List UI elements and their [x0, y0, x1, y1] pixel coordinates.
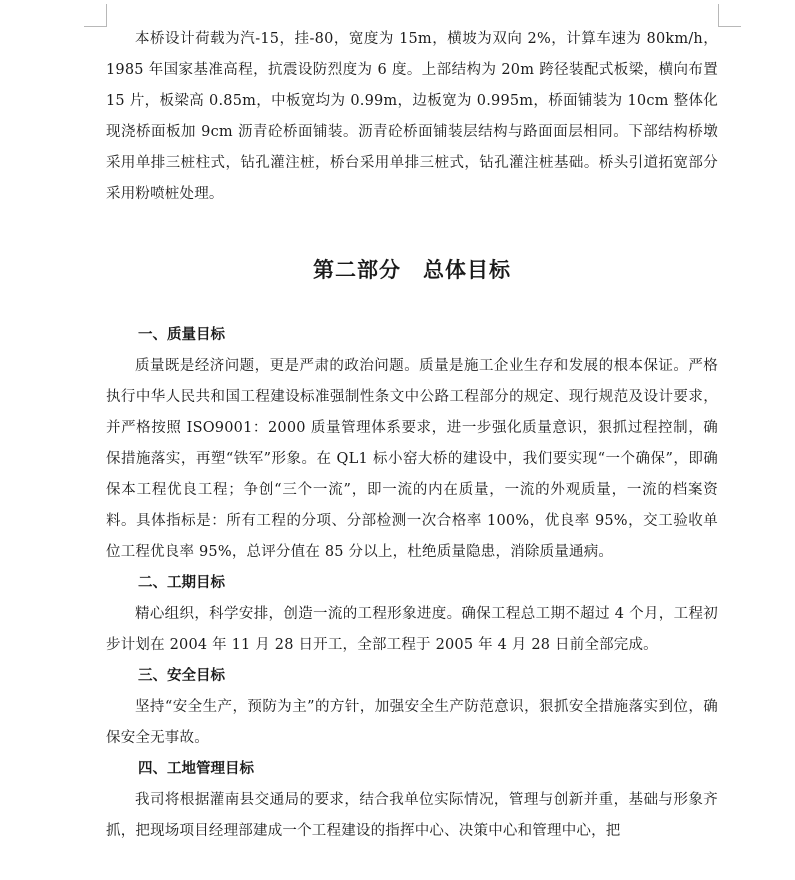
section-heading-site-management: 四、工地管理目标	[138, 761, 254, 777]
section-heading-schedule: 二、工期目标	[138, 575, 225, 591]
section-body-site-management: 我司将根据灌南县交通局的要求，结合我单位实际情况，管理与创新并重，基础与形象齐抓，把现场项目经理部建成一个工程建设的指挥中心、决策中心和管理中心，把	[106, 792, 718, 839]
section-body-safety: 坚持“安全生产，预防为主”的方针，加强安全生产防范意识，狠抓安全措施落实到位，确保安全无事故。	[106, 699, 718, 746]
page-content	[106, 24, 718, 847]
section-heading-quality: 一、质量目标	[138, 327, 225, 343]
intro-paragraph: 本桥设计荷载为汽-15，挂-80，宽度为 15m，横坡为双向 2%，计算车速为 80km/h，1985 年国家基准高程，抗震设防烈度为 6 度。上部结构为 20m 跨径装配式板梁，横向布置 15 片，板梁高 0.85m，中板宽均为 0.99m，边板宽为 0.995m，桥面铺装为 10cm 整体化现浇桥面板加 9cm 沥青砼桥面铺装。沥青砼桥面铺装层结构与路面面层相同。下部结构桥墩采用单排三桩柱式，钻孔灌注桩，桥台采用单排三桩式，钻孔灌注桩基础。桥头引道拓宽部分采用粉喷桩处理。	[106, 31, 718, 202]
section-body-schedule: 精心组织，科学安排，创造一流的工程形象进度。确保工程总工期不超过 4 个月，工程初步计划在 2004 年 11 月 28 日开工，全部工程于 2005 年 4 月 28 日前全部完成。	[106, 606, 718, 653]
section-body-quality: 质量既是经济问题，更是严肃的政治问题。质量是施工企业生存和发展的根本保证。严格执行中华人民共和国工程建设标准强制性条文中公路工程部分的规定、现行规范及设计要求，并严格按照 ISO9001：2000 质量管理体系要求，进一步强化质量意识，狠抓过程控制，确保措施落实，再塑“铁军”形象。在 QL1 标小窑大桥的建设中，我们要实现“一个确保”，即确保本工程优良工程；争创“三个一流”，即一流的内在质量，一流的外观质量，一流的档案资料。具体指标是：所有工程的分项、分部检测一次合格率 100%，优良率 95%，交工验收单位工程优良率 95%，总评分值在 85 分以上，杜绝质量隐患，消除质量通病。	[106, 358, 718, 560]
part-title: 第二部分 总体目标	[313, 258, 511, 282]
crop-mark-top-left	[84, 4, 107, 27]
section-heading-safety: 三、安全目标	[138, 668, 225, 684]
crop-mark-top-right	[718, 4, 741, 27]
